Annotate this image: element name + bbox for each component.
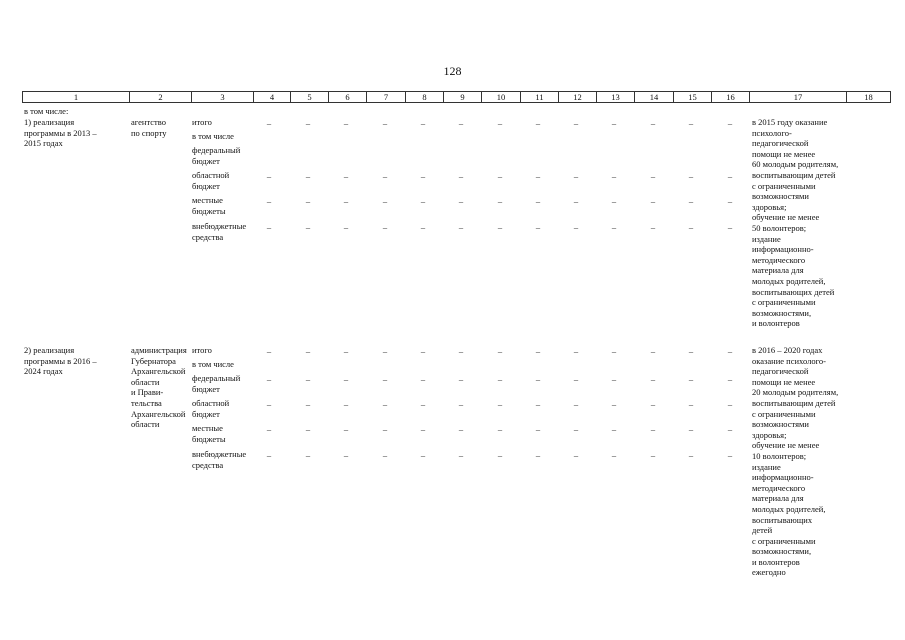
- empty-value-dash: –: [688, 399, 694, 409]
- expected-result-line: материала для: [752, 493, 804, 504]
- empty-value-dash: –: [343, 222, 349, 232]
- expected-result-line: с ограниченными: [752, 535, 816, 546]
- executor-name-line: Губернатора: [131, 355, 176, 366]
- empty-value-dash: –: [343, 118, 349, 128]
- empty-value-dash: –: [497, 171, 503, 181]
- expected-result-line: издание: [752, 461, 781, 472]
- empty-value-dash: –: [727, 399, 733, 409]
- empty-value-dash: –: [458, 346, 464, 356]
- expected-result-line: молодых родителей,: [752, 503, 826, 514]
- expected-result-line: с ограниченными: [752, 180, 816, 191]
- column-number-row: [23, 92, 891, 103]
- column-number-2: 2: [130, 92, 192, 103]
- empty-value-dash: –: [382, 222, 388, 232]
- empty-value-dash: –: [266, 399, 272, 409]
- empty-value-dash: –: [535, 424, 541, 434]
- empty-value-dash: –: [382, 450, 388, 460]
- empty-value-dash: –: [727, 222, 733, 232]
- empty-value-dash: –: [727, 171, 733, 181]
- funding-source-line: местные: [192, 195, 223, 205]
- empty-value-dash: –: [727, 450, 733, 460]
- intro-text-line: в том числе:: [24, 106, 69, 116]
- funding-source-line: областной: [192, 170, 230, 180]
- funding-source-line: в том числе: [192, 131, 234, 141]
- empty-value-dash: –: [266, 424, 272, 434]
- empty-value-dash: –: [497, 450, 503, 460]
- empty-value-dash: –: [305, 196, 311, 206]
- empty-value-dash: –: [305, 374, 311, 384]
- funding-source-line: федеральный: [192, 373, 241, 383]
- expected-result-line: здоровья;: [752, 201, 787, 212]
- empty-value-dash: –: [458, 118, 464, 128]
- empty-value-dash: –: [458, 196, 464, 206]
- empty-value-dash: –: [497, 374, 503, 384]
- expected-result-line: психолого-: [752, 127, 792, 138]
- empty-value-dash: –: [688, 346, 694, 356]
- funding-source-line: в том числе: [192, 359, 234, 369]
- empty-value-dash: –: [497, 346, 503, 356]
- empty-value-dash: –: [458, 171, 464, 181]
- empty-value-dash: –: [688, 450, 694, 460]
- column-number-3: 3: [192, 92, 254, 103]
- expected-result-line: воспитывающим детей: [752, 397, 836, 408]
- empty-value-dash: –: [688, 118, 694, 128]
- empty-value-dash: –: [266, 171, 272, 181]
- expected-result-line: 60 молодым родителям,: [752, 159, 839, 170]
- executor-name-line: области: [131, 376, 160, 387]
- column-number-8: 8: [406, 92, 444, 103]
- empty-value-dash: –: [305, 399, 311, 409]
- column-number-16: 16: [712, 92, 750, 103]
- empty-value-dash: –: [458, 222, 464, 232]
- expected-result-line: обучение не менее: [752, 212, 820, 223]
- expected-result-line: возможностями: [752, 191, 809, 202]
- empty-value-dash: –: [727, 196, 733, 206]
- empty-value-dash: –: [611, 374, 617, 384]
- empty-value-dash: –: [497, 118, 503, 128]
- empty-value-dash: –: [497, 222, 503, 232]
- funding-source-line: итого: [192, 117, 212, 127]
- expected-result-line: воспитывающих: [752, 514, 813, 525]
- expected-result-line: помощи не менее: [752, 376, 816, 387]
- expected-result-line: возможностями: [752, 419, 809, 430]
- expected-result-line: с ограниченными: [752, 297, 816, 308]
- expected-result-line: здоровья;: [752, 429, 787, 440]
- program-name-line: 2015 годах: [24, 138, 63, 149]
- empty-value-dash: –: [343, 450, 349, 460]
- empty-value-dash: –: [266, 346, 272, 356]
- empty-value-dash: –: [650, 171, 656, 181]
- empty-value-dash: –: [573, 118, 579, 128]
- column-number-17: 17: [750, 92, 847, 103]
- empty-value-dash: –: [420, 346, 426, 356]
- empty-value-dash: –: [573, 374, 579, 384]
- funding-source: [192, 423, 226, 444]
- empty-value-dash: –: [535, 399, 541, 409]
- expected-result: [752, 345, 838, 578]
- empty-value-dash: –: [688, 222, 694, 232]
- empty-value-dash: –: [611, 424, 617, 434]
- empty-value-dash: –: [305, 450, 311, 460]
- program-name: [24, 345, 97, 377]
- funding-source-line: местные: [192, 423, 223, 433]
- expected-result-line: 20 молодым родителям,: [752, 387, 839, 398]
- funding-source: [192, 449, 246, 470]
- empty-value-dash: –: [535, 374, 541, 384]
- funding-source: [192, 345, 212, 356]
- column-number-6: 6: [329, 92, 367, 103]
- column-number-9: 9: [444, 92, 482, 103]
- funding-source-line: бюджеты: [192, 205, 226, 216]
- empty-value-dash: –: [266, 222, 272, 232]
- empty-value-dash: –: [535, 171, 541, 181]
- empty-value-dash: –: [535, 118, 541, 128]
- empty-value-dash: –: [611, 222, 617, 232]
- empty-value-dash: –: [266, 196, 272, 206]
- empty-value-dash: –: [420, 399, 426, 409]
- expected-result-line: педагогической: [752, 138, 809, 149]
- empty-value-dash: –: [343, 171, 349, 181]
- expected-result-line: возможностями,: [752, 307, 812, 318]
- empty-value-dash: –: [573, 450, 579, 460]
- column-number-18: 18: [847, 92, 891, 103]
- executor-name-line: по спорту: [131, 127, 167, 138]
- expected-result-line: ежегодно: [752, 567, 786, 578]
- funding-source-line: областной: [192, 398, 230, 408]
- expected-result-line: 10 волонтеров;: [752, 450, 807, 461]
- empty-value-dash: –: [266, 118, 272, 128]
- empty-value-dash: –: [305, 346, 311, 356]
- empty-value-dash: –: [343, 346, 349, 356]
- empty-value-dash: –: [266, 374, 272, 384]
- empty-value-dash: –: [688, 171, 694, 181]
- program-name-line: 1) реализация: [24, 117, 75, 127]
- empty-value-dash: –: [420, 171, 426, 181]
- column-number-4: 4: [254, 92, 291, 103]
- funding-source-line: бюджет: [192, 408, 220, 419]
- funding-source-line: средства: [192, 459, 224, 470]
- executor-name-line: тельства: [131, 397, 162, 408]
- intro-text: [24, 106, 68, 117]
- funding-source: [192, 145, 240, 166]
- empty-value-dash: –: [382, 399, 388, 409]
- expected-result-line: воспитывающих детей: [752, 286, 835, 297]
- funding-source-line: бюджет: [192, 383, 220, 394]
- empty-value-dash: –: [343, 399, 349, 409]
- expected-result-line: 50 волонтеров;: [752, 222, 807, 233]
- funding-source: [192, 131, 234, 142]
- funding-source-line: средства: [192, 231, 224, 242]
- empty-value-dash: –: [382, 374, 388, 384]
- empty-value-dash: –: [688, 374, 694, 384]
- empty-value-dash: –: [458, 374, 464, 384]
- expected-result-line: педагогической: [752, 366, 809, 377]
- empty-value-dash: –: [650, 346, 656, 356]
- empty-value-dash: –: [343, 374, 349, 384]
- column-number-14: 14: [635, 92, 674, 103]
- expected-result-line: воспитывающим детей: [752, 169, 836, 180]
- empty-value-dash: –: [382, 346, 388, 356]
- empty-value-dash: –: [305, 424, 311, 434]
- expected-result-line: информационно-: [752, 472, 814, 483]
- empty-value-dash: –: [650, 424, 656, 434]
- empty-value-dash: –: [535, 222, 541, 232]
- expected-result-line: возможностями,: [752, 546, 812, 557]
- empty-value-dash: –: [611, 450, 617, 460]
- empty-value-dash: –: [727, 118, 733, 128]
- empty-value-dash: –: [458, 450, 464, 460]
- empty-value-dash: –: [611, 118, 617, 128]
- expected-result-line: с ограниченными: [752, 408, 816, 419]
- empty-value-dash: –: [343, 424, 349, 434]
- expected-result-line: методического: [752, 254, 806, 265]
- empty-value-dash: –: [573, 196, 579, 206]
- empty-value-dash: –: [266, 450, 272, 460]
- funding-source-line: внебюджетные: [192, 221, 247, 231]
- funding-source: [192, 221, 246, 242]
- program-name-line: 2) реализация: [24, 345, 75, 355]
- empty-value-dash: –: [611, 399, 617, 409]
- expected-result-line: материала для: [752, 265, 804, 276]
- empty-value-dash: –: [420, 118, 426, 128]
- expected-result-line: оказание психолого-: [752, 355, 826, 366]
- executor-name-line: администрация: [131, 345, 187, 355]
- empty-value-dash: –: [420, 450, 426, 460]
- empty-value-dash: –: [497, 399, 503, 409]
- empty-value-dash: –: [420, 196, 426, 206]
- empty-value-dash: –: [611, 196, 617, 206]
- expected-result-line: и волонтеров: [752, 318, 800, 329]
- program-name-line: программы в 2016 –: [24, 355, 97, 366]
- expected-result-line: информационно-: [752, 244, 814, 255]
- empty-value-dash: –: [650, 399, 656, 409]
- empty-value-dash: –: [727, 424, 733, 434]
- empty-value-dash: –: [382, 424, 388, 434]
- funding-source: [192, 170, 229, 191]
- expected-result-line: детей: [752, 525, 773, 536]
- empty-value-dash: –: [458, 424, 464, 434]
- empty-value-dash: –: [535, 196, 541, 206]
- executor-name-line: области: [131, 419, 160, 430]
- expected-result-line: обучение не менее: [752, 440, 820, 451]
- funding-source-line: бюджеты: [192, 433, 226, 444]
- column-number-7: 7: [367, 92, 406, 103]
- expected-result-line: издание: [752, 233, 781, 244]
- empty-value-dash: –: [650, 222, 656, 232]
- expected-result: [752, 117, 838, 329]
- column-number-15: 15: [674, 92, 712, 103]
- empty-value-dash: –: [650, 118, 656, 128]
- funding-source: [192, 117, 212, 128]
- column-number-13: 13: [597, 92, 635, 103]
- page-number: 128: [443, 64, 462, 78]
- column-number-11: 11: [521, 92, 559, 103]
- expected-result-line: в 2015 году оказание: [752, 117, 828, 127]
- empty-value-dash: –: [305, 222, 311, 232]
- empty-value-dash: –: [458, 399, 464, 409]
- empty-value-dash: –: [573, 171, 579, 181]
- empty-value-dash: –: [420, 424, 426, 434]
- expected-result-line: и волонтеров: [752, 556, 800, 567]
- column-number-10: 10: [482, 92, 521, 103]
- empty-value-dash: –: [727, 374, 733, 384]
- empty-value-dash: –: [420, 374, 426, 384]
- empty-value-dash: –: [573, 399, 579, 409]
- empty-value-dash: –: [535, 346, 541, 356]
- empty-value-dash: –: [497, 424, 503, 434]
- empty-value-dash: –: [650, 196, 656, 206]
- executor-name-line: Архангельской: [131, 366, 186, 377]
- funding-source: [192, 359, 234, 370]
- empty-value-dash: –: [382, 118, 388, 128]
- column-number-1: 1: [23, 92, 130, 103]
- empty-value-dash: –: [420, 222, 426, 232]
- program-name-line: программы в 2013 –: [24, 127, 97, 138]
- executor-name-line: агентство: [131, 117, 166, 127]
- program-name: [24, 117, 97, 149]
- expected-result-line: молодых родителей,: [752, 275, 826, 286]
- column-number-5: 5: [291, 92, 329, 103]
- funding-source-line: внебюджетные: [192, 449, 247, 459]
- empty-value-dash: –: [573, 424, 579, 434]
- column-header-table: [22, 91, 891, 103]
- empty-value-dash: –: [650, 374, 656, 384]
- funding-source-line: бюджет: [192, 155, 220, 166]
- funding-source: [192, 195, 226, 216]
- empty-value-dash: –: [727, 346, 733, 356]
- empty-value-dash: –: [497, 196, 503, 206]
- empty-value-dash: –: [611, 346, 617, 356]
- empty-value-dash: –: [305, 171, 311, 181]
- funding-source: [192, 373, 240, 394]
- expected-result-line: помощи не менее: [752, 148, 816, 159]
- empty-value-dash: –: [535, 450, 541, 460]
- empty-value-dash: –: [382, 171, 388, 181]
- funding-source-line: итого: [192, 345, 212, 355]
- executor-name: [131, 345, 187, 430]
- empty-value-dash: –: [611, 171, 617, 181]
- empty-value-dash: –: [573, 222, 579, 232]
- expected-result-line: методического: [752, 482, 806, 493]
- funding-source-line: бюджет: [192, 180, 220, 191]
- executor-name: [131, 117, 167, 138]
- executor-name-line: Архангельской: [131, 408, 186, 419]
- empty-value-dash: –: [305, 118, 311, 128]
- program-name-line: 2024 годах: [24, 366, 63, 377]
- funding-source-line: федеральный: [192, 145, 241, 155]
- empty-value-dash: –: [382, 196, 388, 206]
- empty-value-dash: –: [688, 196, 694, 206]
- expected-result-line: в 2016 – 2020 годах: [752, 345, 823, 355]
- empty-value-dash: –: [650, 450, 656, 460]
- executor-name-line: и Прави-: [131, 387, 164, 398]
- empty-value-dash: –: [343, 196, 349, 206]
- empty-value-dash: –: [573, 346, 579, 356]
- funding-source: [192, 398, 229, 419]
- empty-value-dash: –: [688, 424, 694, 434]
- column-number-12: 12: [559, 92, 597, 103]
